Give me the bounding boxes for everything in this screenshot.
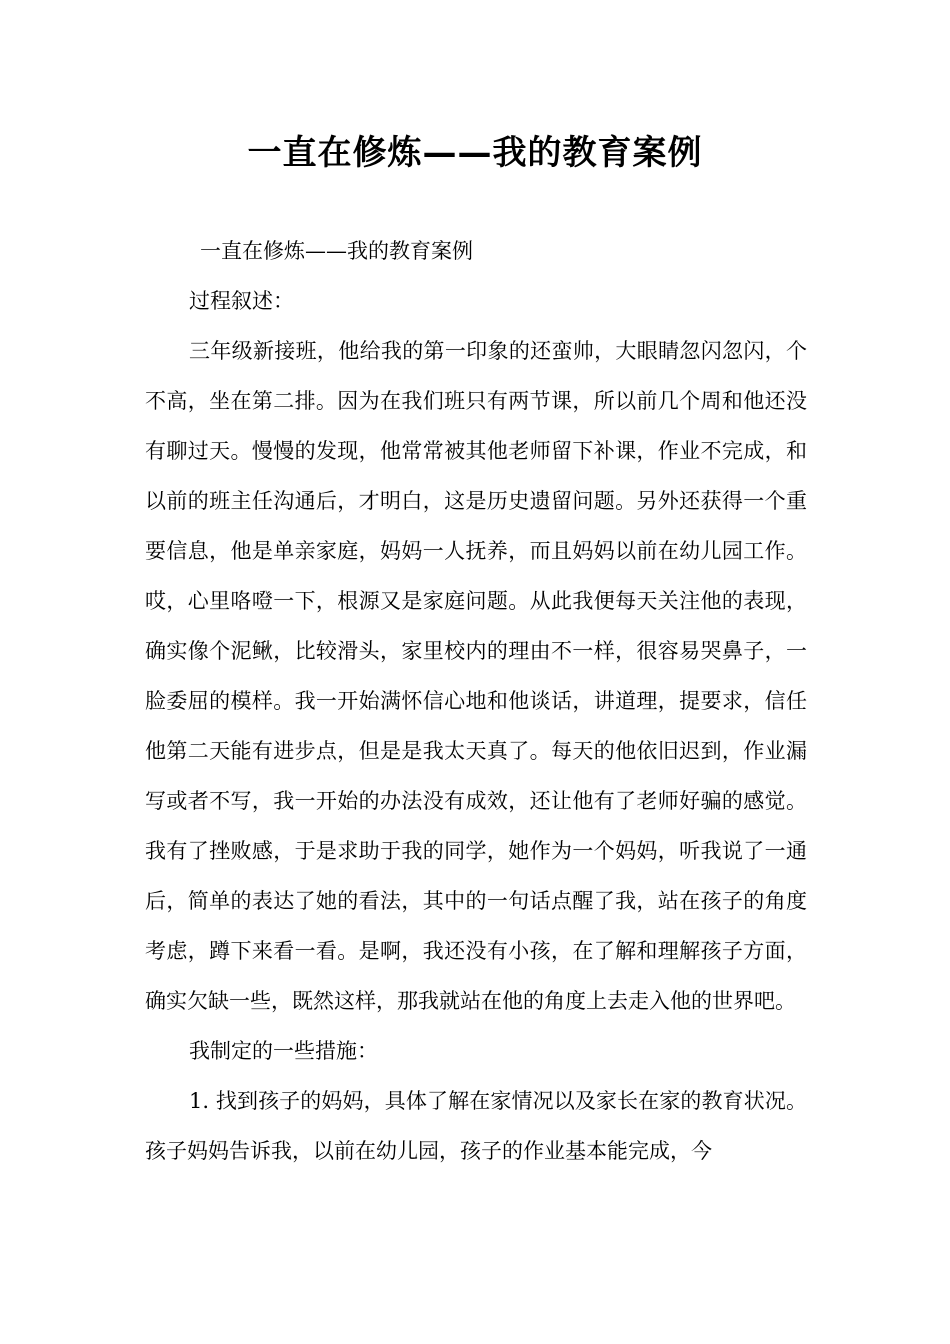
section-heading-process: 过程叙述： [189, 289, 294, 313]
measure-item-1: 1. 找到孩子的妈妈，具体了解在家情况以及家长在家的教育状况。孩子妈妈告诉我，以前在幼儿园，孩子的作业基本能完成，今 [145, 1089, 807, 1163]
document-title: 一直在修炼——我的教育案例 [247, 133, 703, 173]
document-body [145, 226, 807, 1176]
section-heading-measures: 我制定的一些措施： [189, 1039, 378, 1063]
subtitle-paragraph: 一直在修炼——我的教育案例 [200, 239, 473, 263]
narrative-paragraph: 三年级新接班，他给我的第一印象的还蛮帅，大眼睛忽闪忽闪，个不高，坐在第二排。因为在我们班只有两节课，所以前几个周和他还没有聊过天。慢慢的发现，他常常被其他老师留下补课，作业不完成，和以前的班主任沟通后，才明白，这是历史遗留问题。另外还获得一个重要信息，他是单亲家庭，妈妈一人抚养，而且妈妈以前在幼儿园工作。哎，心里咯噔一下，根源又是家庭问题。从此我便每天关注他的表现，确实像个泥鳅，比较滑头，家里校内的理由不一样，很容易哭鼻子，一脸委屈的模样。我一开始满怀信心地和他谈话，讲道理，提要求，信任他第二天能有进步点，但是是我太天真了。每天的他依旧迟到，作业漏写或者不写，我一开始的办法没有成效，还让他有了老师好骗的感觉。我有了挫败感，于是求助于我的同学，她作为一个妈妈，听我说了一通后，简单的表达了她的看法，其中的一句话点醒了我，站在孩子的角度考虑，蹲下来看一看。是啊，我还没有小孩，在了解和理解孩子方面，确实欠缺一些，既然这样，那我就站在他的角度上去走入他的世界吧。 [145, 339, 807, 1013]
